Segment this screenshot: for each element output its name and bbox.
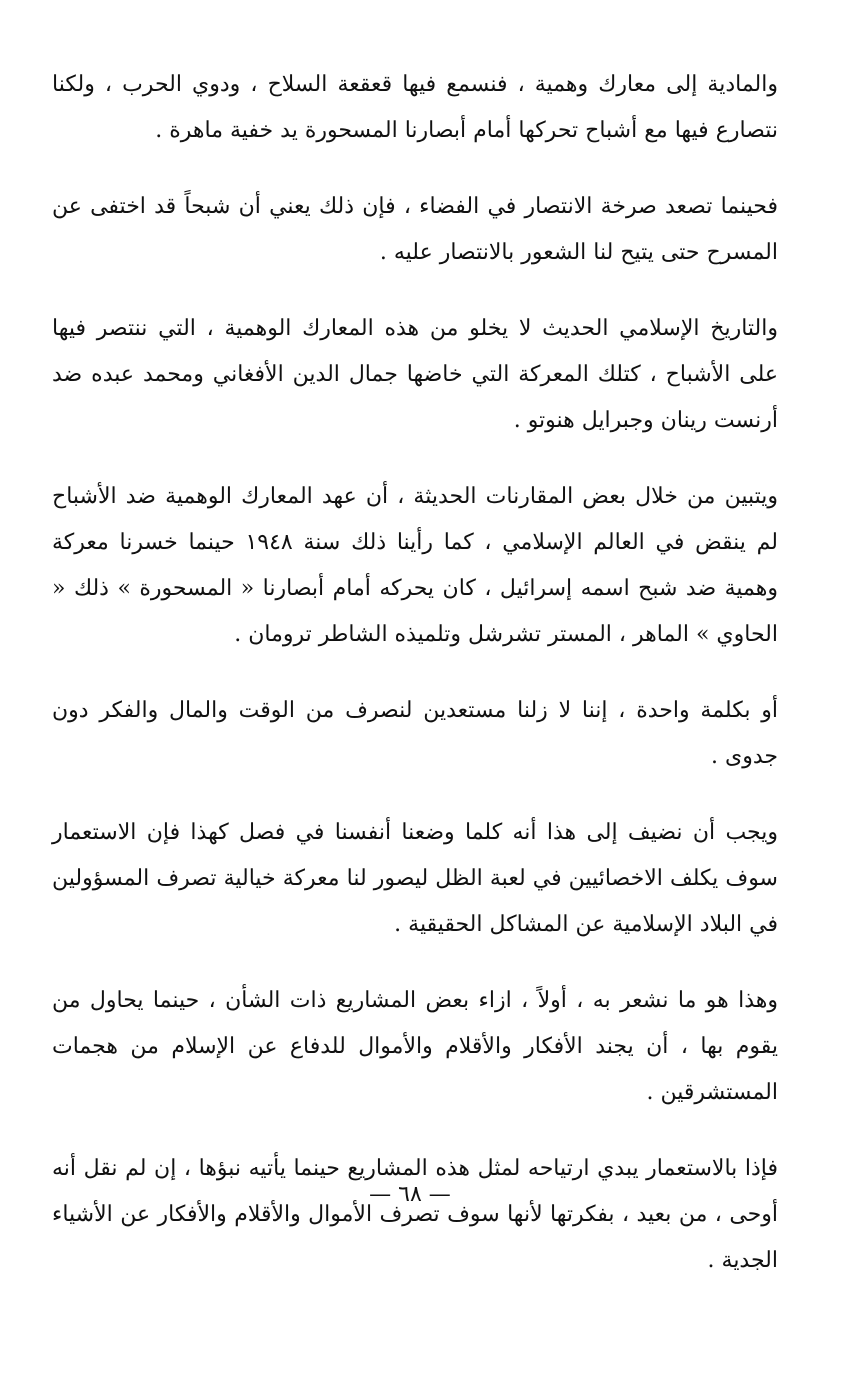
paragraph-8: فإذا بالاستعمار يبدي ارتياحه لمثل هذه المشاريع حينما يأتيه نبؤها ، إن لم نقل أنه أوحى ، من بعيد ، بفكرتها لأنها سوف تصرف الأموال والأقلام والأفكار عن الأشياء الجدية .: [52, 1156, 779, 1273]
paragraph-2: فحينما تصعد صرخة الانتصار في الفضاء ، فإن ذلك يعني أن شبحاً قد اختفى عن المسرح حتى يتيح لنا الشعور بالانتصار عليه .: [52, 194, 778, 265]
paragraph-3: والتاريخ الإسلامي الحديث لا يخلو من هذه المعارك الوهمية ، التي ننتصر فيها على الأشباح ، كتلك المعركة التي خاضها جمال الدين الأفغاني ومحمد عبده ضد أرنست رينان وجبرايل هنوتو .: [52, 316, 778, 433]
paragraph-6: ويجب أن نضيف إلى هذا أنه كلما وضعنا أنفسنا في فصل كهذا فإن الاستعمار سوف يكلف الاخصائيين في لعبة الظل ليصور لنا معركة خيالية تصرف المسؤولين في البلاد الإسلامية عن المشاكل الحقيقية .: [52, 820, 778, 937]
page-body: [52, 62, 778, 1314]
paragraph-5: أو بكلمة واحدة ، إننا لا زلنا مستعدين لنصرف من الوقت والمال والفكر دون جدوى .: [52, 698, 778, 769]
page-number: — ٦٨ —: [369, 1182, 451, 1207]
paragraph-1: والمادية إلى معارك وهمية ، فنسمع فيها قعقعة السلاح ، ودوي الحرب ، ولكنا نتصارع فيها مع أشباح تحركها أمام أبصارنا المسحورة يد خفية ماهرة .: [52, 72, 778, 143]
paragraph-4: ويتبين من خلال بعض المقارنات الحديثة ، أن عهد المعارك الوهمية ضد الأشباح لم ينقض في العالم الإسلامي ، كما رأينا ذلك سنة ١٩٤٨ حينما خسرنا معركة وهمية ضد شبح اسمه إسرائيل ، كان يحركه أمام أبصارنا « المسحورة » ذلك « الحاوي » الماهر ، المستر تشرشل وتلميذه الشاطر ترومان .: [52, 484, 778, 647]
paragraph-7: وهذا هو ما نشعر به ، أولاً ، ازاء بعض المشاريع ذات الشأن ، حينما يحاول من يقوم بها ، أن يجند الأفكار والأقلام والأموال للدفاع عن الإسلام من هجمات المستشرقين .: [52, 988, 778, 1105]
